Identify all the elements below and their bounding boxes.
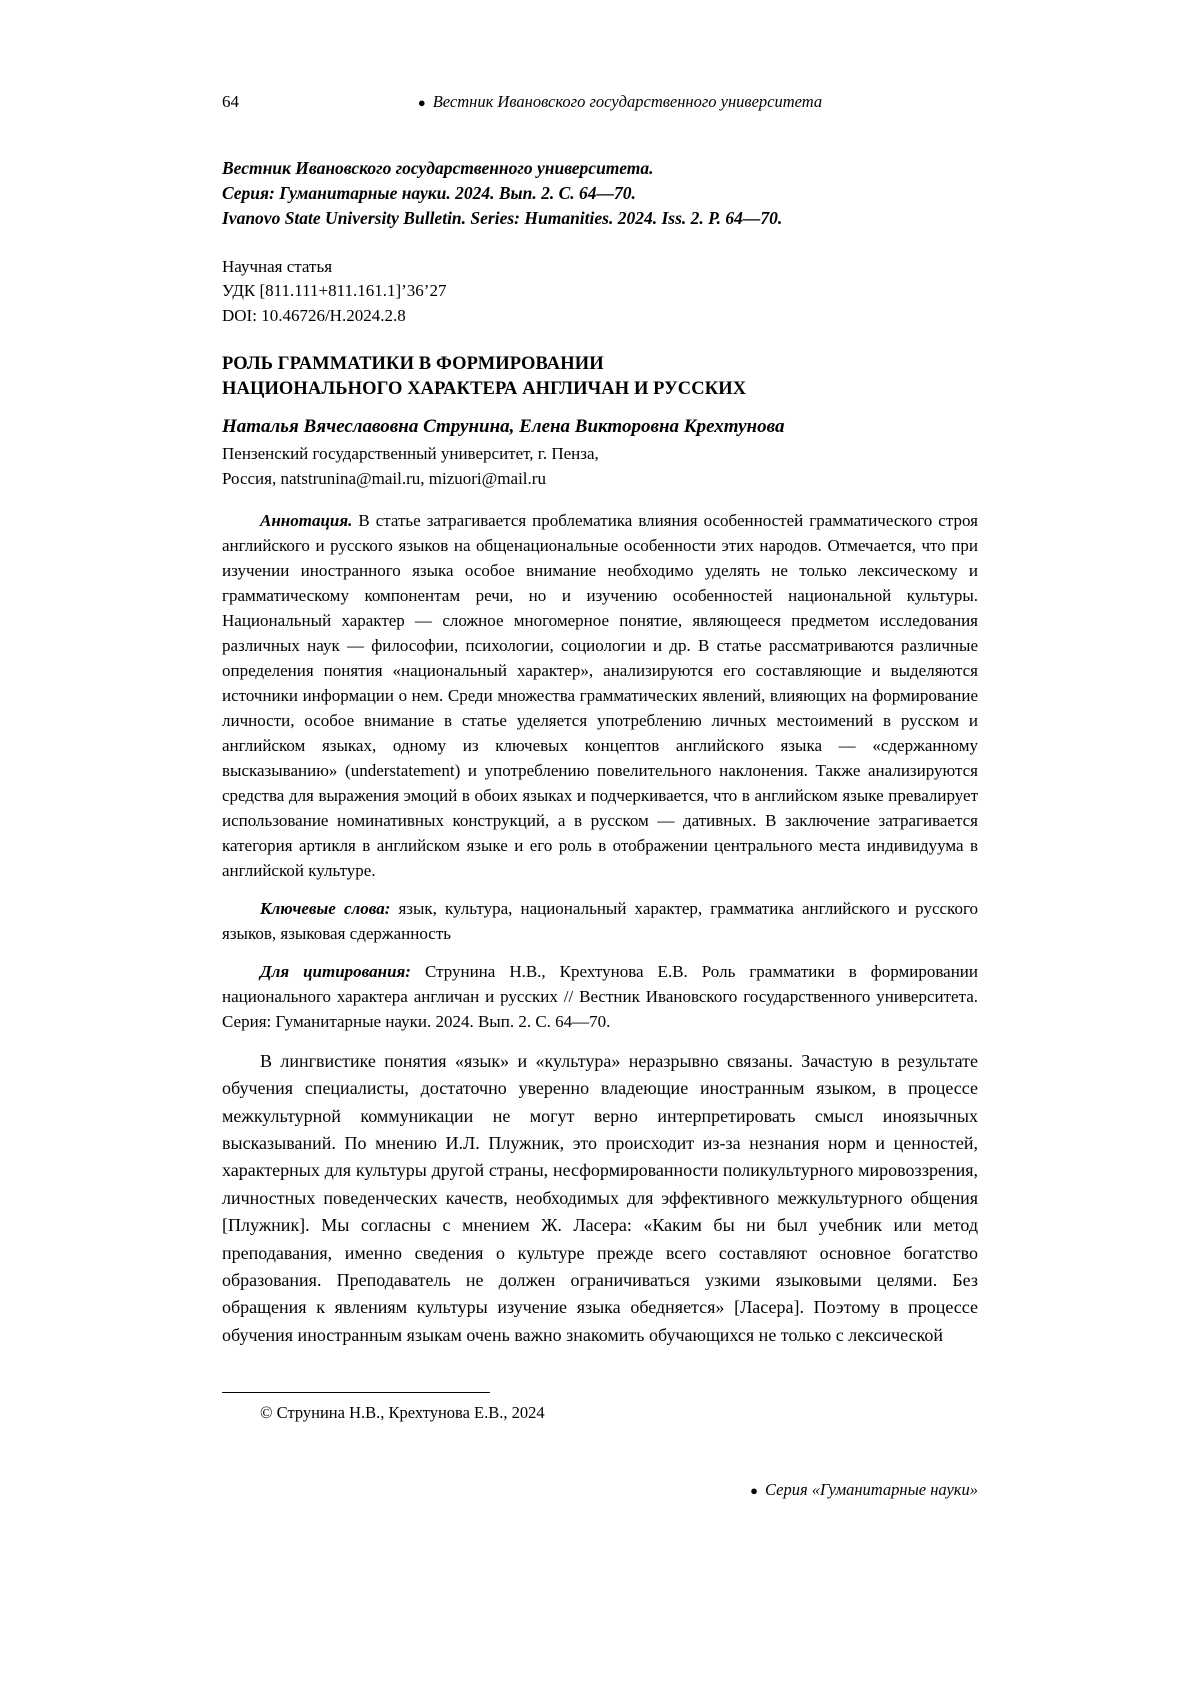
title-line-1: РОЛЬ ГРАММАТИКИ В ФОРМИРОВАНИИ: [222, 354, 604, 375]
authors: Наталья Вячеславовна Струнина, Елена Викторовна Крехтунова: [222, 416, 785, 438]
abstract-label: Аннотация.: [260, 511, 353, 531]
page-footer: [222, 1480, 978, 1500]
journal-reference-block: [222, 156, 978, 231]
udc-code: УДК [811.111+811.161.1]’36’27: [222, 281, 447, 301]
article-type: Научная статья: [222, 256, 333, 276]
page-content: [222, 92, 978, 1349]
bullet-icon-footer: ●: [750, 1483, 759, 1499]
affiliation: [222, 442, 978, 491]
title-line-2: НАЦИОНАЛЬНОГО ХАРАКТЕРА АНГЛИЧАН И РУССКИХ: [222, 379, 747, 400]
copyright-footnote: © Струнина Н.В., Крехтунова Е.В., 2024: [260, 1403, 545, 1422]
running-head-journal-title: [262, 92, 978, 112]
doi: DOI: 10.46726/H.2024.2.8: [222, 305, 406, 325]
body-paragraph-1: В лингвистике понятия «язык» и «культура» неразрывно связаны. Зачастую в результате обучения специалисты, достаточно уверенно владеющие иностранным языком, в процессе межкультурной коммуникации не могут верно интерпретировать смысл иноязычных высказываний. По мнению И.Л. Плужник, это происходит из-за незнания норм и ценностей, характерных для культуры другой страны, несформированности поликультурного мировоззрения, личностных поведенческих качеств, необходимых для эффективного межкультурного общения [Плужник]. Мы согласны с мнением Ж. Ласера: «Каким бы ни был учебник или метод преподавания, именно сведения о культуре прежде всего составляют основное богатство образования. Преподаватель не должен ограничиваться узкими языковыми целями. Без обращения к явлениям культуры изучение языка обедняется» [Ласера]. Поэтому в процессе обучения иностранным языкам очень важно знакомить обучающихся не только с лексической: [222, 1050, 978, 1345]
affiliation-line-2: Россия, natstrunina@mail.ru, mizuori@mail.ru: [222, 468, 546, 488]
abstract-text: В статье затрагивается проблематика влияния особенностей грамматического строя английского и русского языков на общенациональные особенности этих народов. Отмечается, что при изучении иностранного языка особое внимание необходимо уделять не только лексическому и грамматическому компонентам речи, но и изучению особенностей национальной культуры. Национальный характер — сложное многомерное понятие, являющееся предметом исследования различных наук — философии, психологии, социологии и др. В статье рассматриваются различные определения понятия «национальный характер», анализируются его составляющие и выделяются источники информации о нем. Среди множества грамматических явлений, влияющих на формирование личности, особое внимание в статье уделяется употреблению личных местоимений в русском и английском языках, одному из ключевых концептов английского языка — «сдержанному высказыванию» (understatement) и употреблению повелительного наклонения. Также анализируются средства для выражения эмоций в обоих языках и подчеркивается, что в английском языке превалирует использование номинативных конструкций, а в русском — дативных. В заключение затрагивается категория артикля в английском языке и его роль в отображении центрального места индивидуума в английской культуре.: [222, 511, 978, 881]
keywords-text: язык, культура, национальный характер, грамматика английского и русского языков, языковая сдержанность: [222, 899, 978, 944]
footnote-rule: [222, 1392, 490, 1393]
citation-text: Струнина Н.В., Крехтунова Е.В. Роль грамматики в формировании национального характера англичан и русских // Вестник Ивановского государственного университета. Серия: Гуманитарные науки. 2024. Вып. 2. С. 64—70.: [222, 962, 978, 1031]
page-title: [222, 352, 978, 402]
keywords: [222, 897, 978, 947]
journal-reference-line-1: Вестник Ивановского государственного университета.: [222, 158, 654, 178]
affiliation-line-1: Пензенский государственный университет, г. Пенза,: [222, 444, 599, 464]
journal-reference-line-3: Ivanovo State University Bulletin. Series: Humanities. 2024. Iss. 2. P. 64—70.: [222, 207, 783, 228]
bullet-icon: ●: [417, 95, 426, 111]
journal-reference-line-2: Серия: Гуманитарные науки. 2024. Вып. 2. С. 64—70.: [222, 182, 636, 203]
page-number: 64: [222, 92, 239, 111]
footnote-area: [222, 1392, 978, 1423]
running-head: [222, 92, 978, 112]
keywords-label: Ключевые слова:: [260, 899, 391, 919]
running-head-journal-text: Вестник Ивановского государственного университета: [432, 92, 823, 111]
footer-series-text: Серия «Гуманитарные науки»: [765, 1480, 978, 1499]
citation-note: [222, 960, 978, 1035]
article-metadata: [222, 255, 978, 329]
citation-label: Для цитирования:: [260, 962, 411, 982]
abstract: [222, 509, 978, 884]
